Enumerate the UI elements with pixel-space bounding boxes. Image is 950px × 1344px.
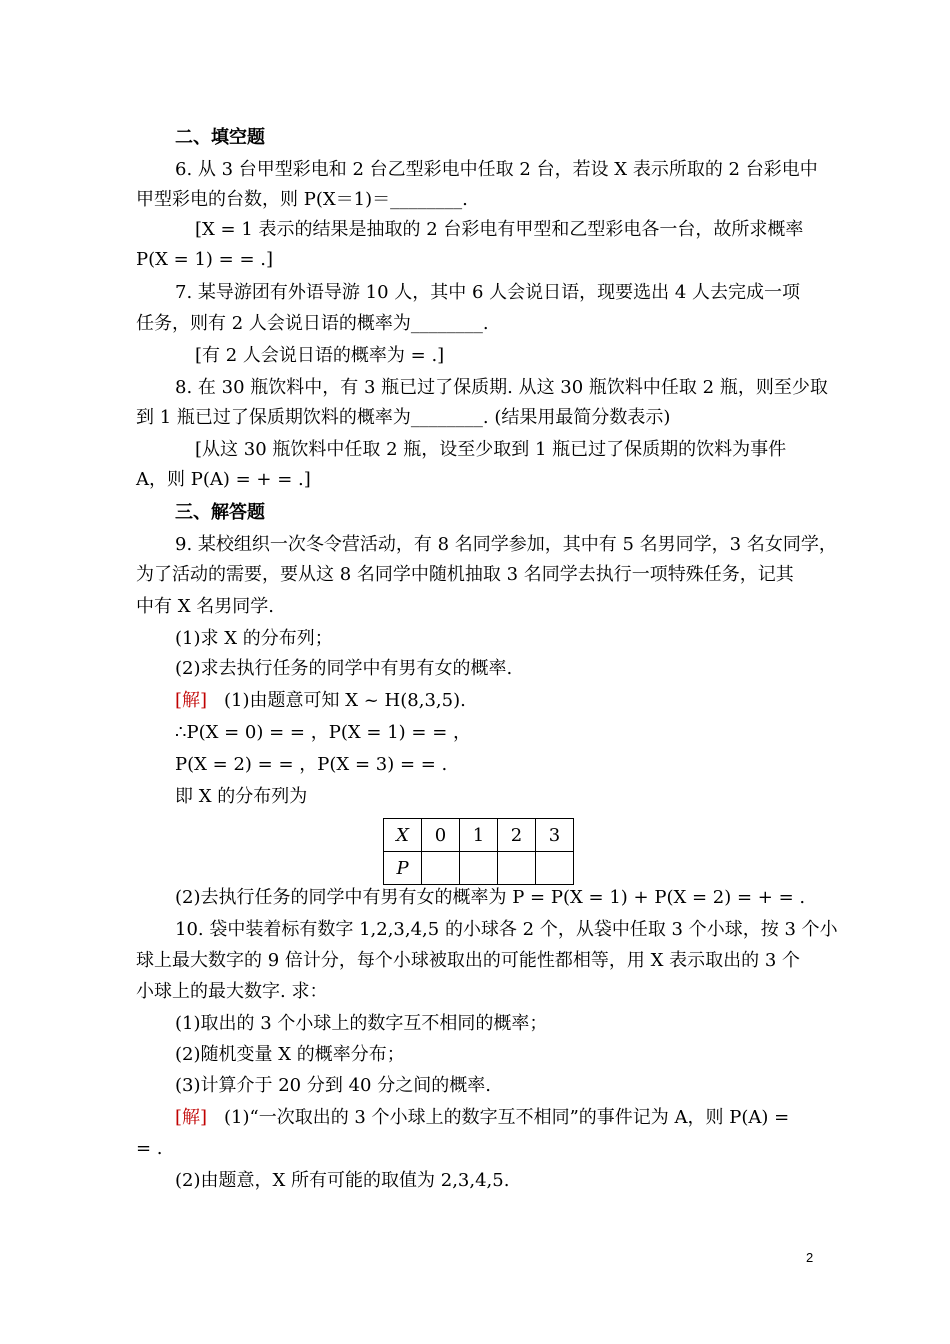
- table-cell: [536, 852, 574, 885]
- q6-answer-line-1: [X = 1 表示的结果是抽取的 2 台彩电有甲型和乙型彩电各一台，故所求概率: [195, 219, 804, 240]
- q9-part-1: (1)求 X 的分布列；: [175, 628, 333, 649]
- q10-solution-tag: [解]: [175, 1107, 208, 1128]
- q9-line-1: 9. 某校组织一次冬令营活动，有 8 名同学参加，其中有 5 名男同学，3 名女同学，: [175, 534, 837, 555]
- page-number: 2: [806, 1250, 814, 1265]
- q7-answer-line-1: [有 2 人会说日语的概率为 = .]: [195, 345, 445, 366]
- section-title-fill-blank: 二、填空题: [175, 127, 265, 148]
- q10-line-1: 10. 袋中装着标有数字 1,2,3,4,5 的小球各 2 个，从袋中任取 3 个小球，按 3 个小: [175, 919, 838, 940]
- table-row: [384, 819, 574, 852]
- q6-line-2: 甲型彩电的台数，则 P(X＝1)＝________.: [136, 189, 468, 210]
- q8-line-1: 8. 在 30 瓶饮料中，有 3 瓶已过了保质期. 从这 30 瓶饮料中任取 2 瓶，则至少取: [175, 377, 828, 398]
- q10-line-2: 球上最大数字的 9 倍计分，每个小球被取出的可能性都相等，用 X 表示取出的 3 个: [136, 950, 801, 971]
- q9-line-2: 为了活动的需要，要从这 8 名同学中随机抽取 3 名同学去执行一项特殊任务，记其: [136, 564, 794, 585]
- q10-solution-line-2: (2)由题意，X 所有可能的取值为 2,3,4,5.: [175, 1170, 510, 1191]
- table-cell: 1: [460, 819, 498, 852]
- q10-line-3: 小球上的最大数字. 求：: [136, 981, 328, 1002]
- q7-line-2: 任务，则有 2 人会说日语的概率为________.: [136, 313, 489, 334]
- q9-part-2: (2)求去执行任务的同学中有男有女的概率.: [175, 658, 513, 679]
- q9-solution-line-2: ∴P(X = 0) = = ，P(X = 1) = = ，: [175, 722, 472, 743]
- table-cell: 2: [498, 819, 536, 852]
- table-cell: 0: [422, 819, 460, 852]
- distribution-table: [383, 818, 574, 885]
- q10-part-2: (2)随机变量 X 的概率分布；: [175, 1044, 405, 1065]
- q6-line-1: 6. 从 3 台甲型彩电和 2 台乙型彩电中任取 2 台，若设 X 表示所取的 2 台彩电中: [175, 159, 818, 180]
- q10-part-1: (1)取出的 3 个小球上的数字互不相同的概率；: [175, 1013, 548, 1034]
- table-row: [384, 852, 574, 885]
- table-header-x: X: [384, 819, 422, 852]
- q10-part-3: (3)计算介于 20 分到 40 分之间的概率.: [175, 1075, 491, 1096]
- table-header-p: P: [384, 852, 422, 885]
- q9-solution-line-5: (2)去执行任务的同学中有男有女的概率为 P = P(X = 1) + P(X = 2) = + = .: [175, 887, 806, 908]
- q8-line-2: 到 1 瓶已过了保质期饮料的概率为________. (结果用最简分数表示): [136, 407, 671, 428]
- table-cell: [422, 852, 460, 885]
- q9-solution-line-4: 即 X 的分布列为: [175, 786, 308, 807]
- q9-solution-tag: [解]: [175, 690, 208, 711]
- q7-line-1: 7. 某导游团有外语导游 10 人，其中 6 人会说日语，现要选出 4 人去完成一项: [175, 282, 801, 303]
- table-cell: [460, 852, 498, 885]
- section-title-solve: 三、解答题: [175, 502, 265, 523]
- q9-solution-line-3: P(X = 2) = = ，P(X = 3) = = .: [175, 754, 448, 775]
- q8-answer-line-2: A，则 P(A) = + = .]: [136, 469, 311, 490]
- table-cell: 3: [536, 819, 574, 852]
- q6-answer-line-2: P(X = 1) = = .]: [136, 249, 274, 270]
- table-cell: [498, 852, 536, 885]
- q9-line-3: 中有 X 名男同学.: [136, 596, 274, 617]
- q9-solution-line-1: (1)由题意可知 X ~ H(8,3,5).: [224, 690, 466, 711]
- q8-answer-line-1: [从这 30 瓶饮料中任取 2 瓶，设至少取到 1 瓶已过了保质期的饮料为事件: [195, 439, 787, 460]
- q10-solution-line-1: (1)“一次取出的 3 个小球上的数字互不相同”的事件记为 A，则 P(A) =: [224, 1107, 790, 1128]
- q10-solution-line-1b: = .: [136, 1138, 163, 1159]
